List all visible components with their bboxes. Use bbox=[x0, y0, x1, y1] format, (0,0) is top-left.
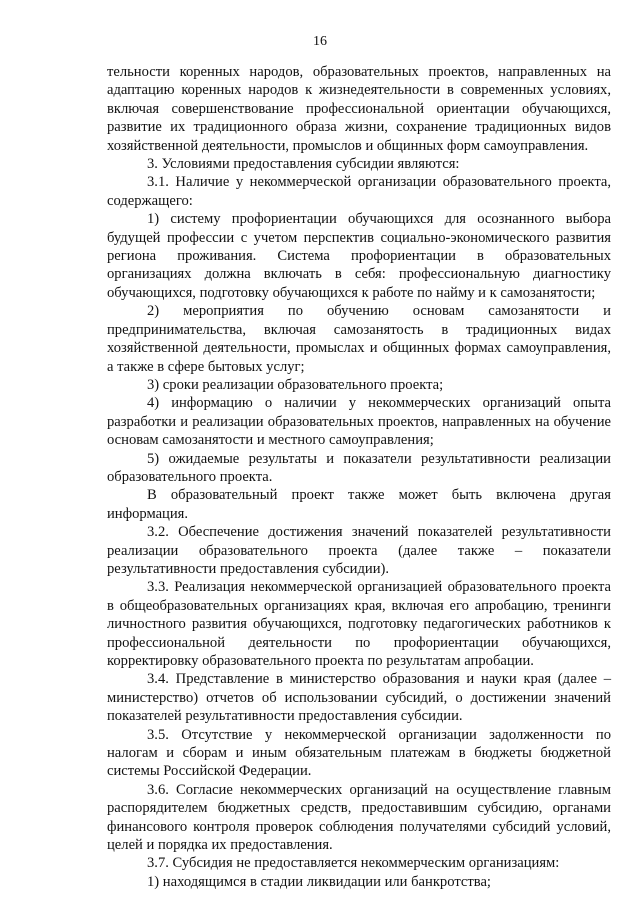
paragraph-other-info: В образовательный проект также может быть включена другая информация. bbox=[107, 487, 611, 522]
list-item-1: 1) систему профориентации обучающихся для осознанного выбора будущей профессии с учетом перспектив социально-экономического развития региона проживания. Система профориентации в образовательных организациях должна включать в себя: профессиональную диагностику обучающихся, подготовку обучающихся к работе по найму и к самозанятости; bbox=[107, 211, 611, 301]
list-item-5: 5) ожидаемые результаты и показатели результативности реализации образовательного проекта. bbox=[107, 450, 611, 485]
paragraph-3-7: 3.7. Субсидия не предоставляется некоммерческим организациям: bbox=[147, 855, 560, 872]
list-item-3: 3) сроки реализации образовательного проекта; bbox=[147, 376, 444, 393]
list-item-liquidation: 1) находящимся в стадии ликвидации или банкротства; bbox=[147, 873, 491, 890]
paragraph-3-5: 3.5. Отсутствие у некоммерческой организации задолженности по налогам и сборам и иным обязательным платежам в бюджеты бюджетной системы Российской Федерации. bbox=[107, 726, 611, 780]
paragraph-3-6: 3.6. Согласие некоммерческих организаций на осуществление главным распорядителем бюджетных средств, предоставившим субсидию, органами финансового контроля проверок соблюдения получателями субсидий условий, целей и порядка их предоставления. bbox=[107, 781, 611, 854]
paragraph-3-4: 3.4. Представление в министерство образования и науки края (далее – министерство) отчетов об использовании субсидий, о достижении значений показателей результативности предоставления субсидии. bbox=[107, 671, 611, 725]
list-item-2: 2) мероприятия по обучению основам самозанятости и предпринимательства, включая самозанятость в традиционных видах хозяйственной деятельности, промыслах и общинных формах самоуправления, а также в сфере бытовых услуг; bbox=[107, 303, 611, 375]
paragraph-continuation: тельности коренных народов, образовательных проектов, направленных на адаптацию коренных народов к жизнедеятельности в современных условиях, включая совершенствование профессиональной ориентации обучающихся, развитие их традиционного образа жизни, сохранение традиционных видов хозяйственной деятельности, промыслов и общинных форм самоуправления. bbox=[107, 64, 611, 154]
paragraph-3-1: 3.1. Наличие у некоммерческой организации образовательного проекта, содержащего: bbox=[107, 174, 611, 209]
paragraph-3-3: 3.3. Реализация некоммерческой организацией образовательного проекта в общеобразовательных организациях края, включая его апробацию, тренинги личностного развития обучающихся, подготовку педагогических работников к профессиональной деятельности по профориентации обучающихся, корректировку образовательного проекта по результатам апробации. bbox=[107, 579, 611, 669]
paragraph-3-2: 3.2. Обеспечение достижения значений показателей результативности реализации образовательного проекта (далее также – показатели результативности предоставления субсидии). bbox=[107, 524, 611, 577]
list-item-4: 4) информацию о наличии у некоммерческих организаций опыта разработки и реализации образовательных проектов, направленных на обучение основам самозанятости и местного самоуправления; bbox=[107, 395, 611, 449]
paragraph-conditions-heading: 3. Условиями предоставления субсидии являются: bbox=[147, 156, 460, 173]
document-body bbox=[107, 63, 611, 891]
page-number: 16 bbox=[313, 34, 327, 49]
